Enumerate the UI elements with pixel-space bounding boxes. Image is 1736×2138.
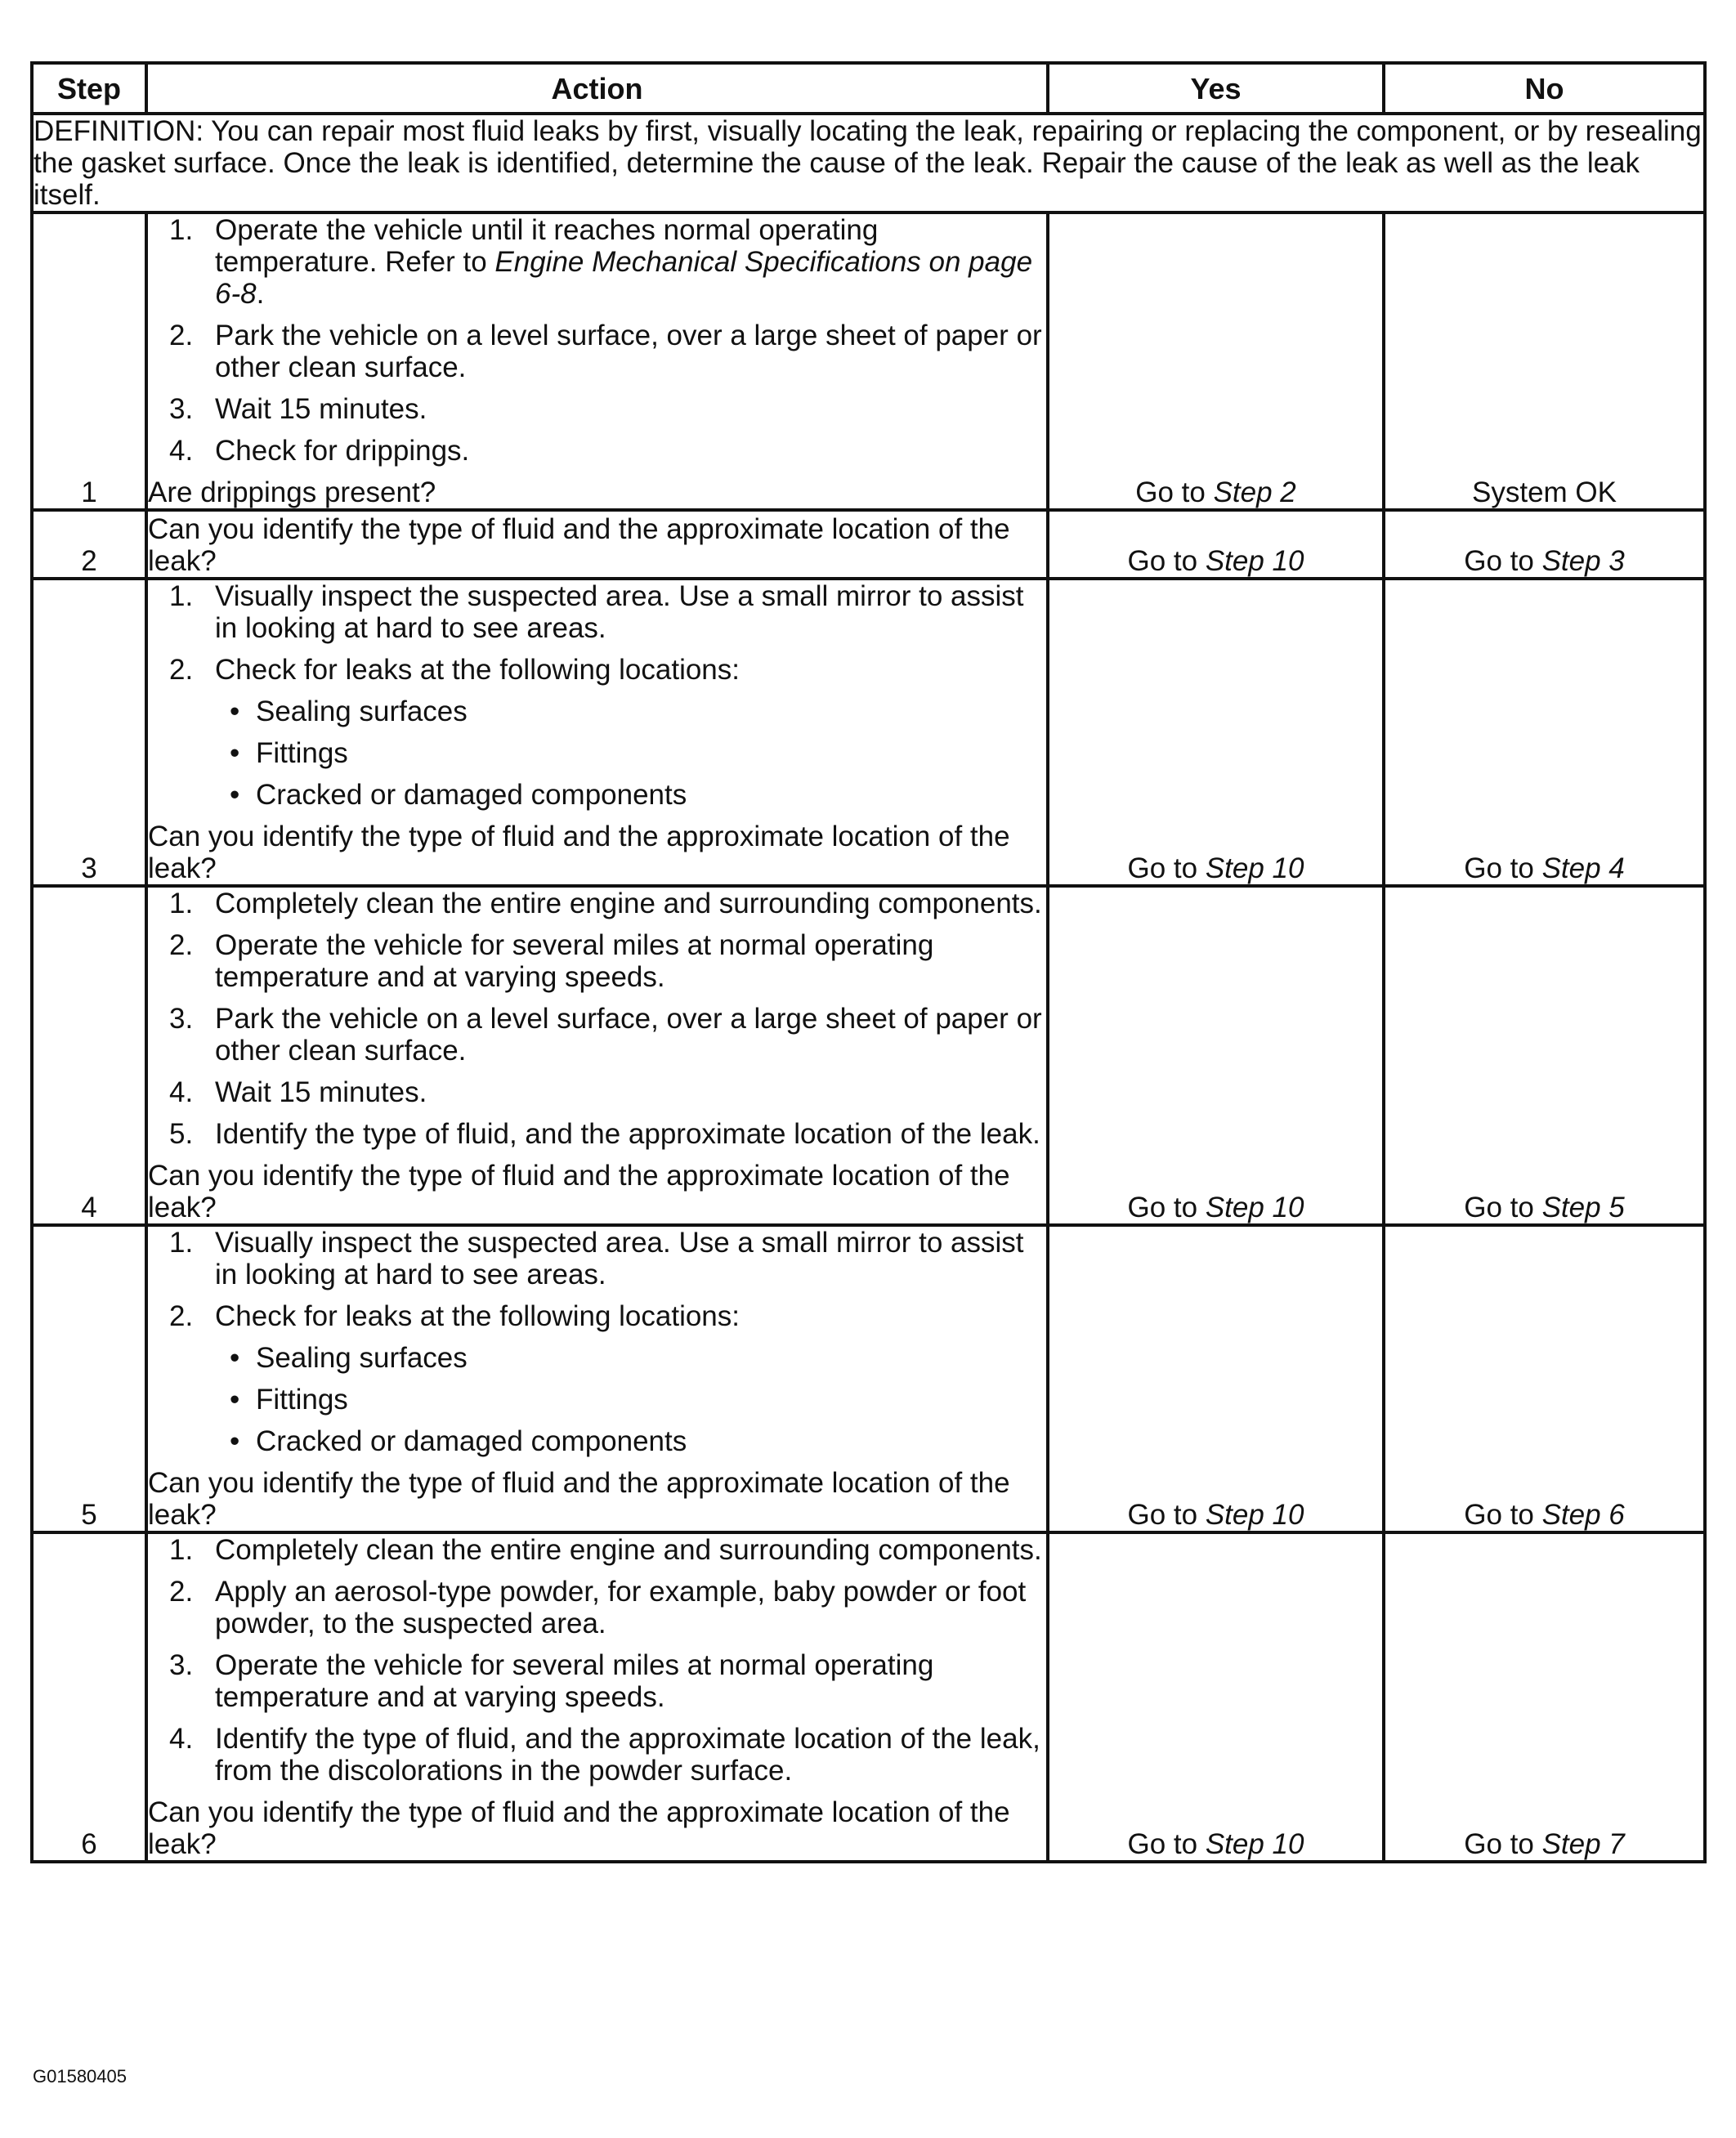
item-number: 2. [169, 320, 194, 351]
action-cell [146, 212, 1048, 510]
action-item [148, 1227, 1046, 1290]
item-number: 3. [169, 1649, 194, 1681]
item-text: Check for leaks at the following locations: [215, 1300, 740, 1332]
no-step-link: Step 3 [1541, 545, 1625, 577]
bullet-item [148, 1425, 1046, 1457]
action-item [148, 580, 1046, 644]
yes-result [1048, 1225, 1384, 1532]
bullet-icon: • [230, 1342, 240, 1374]
no-header: No [1384, 63, 1705, 114]
step-question: Can you identify the type of fluid and the approximate location of the leak? [148, 821, 1010, 884]
step-number: 1 [32, 212, 146, 510]
yes-result-text: Go to [1127, 1499, 1206, 1531]
bullet-item [148, 737, 1046, 769]
item-number: 2. [169, 929, 194, 961]
step-row [32, 886, 1705, 1225]
item-text-end: . [256, 278, 265, 310]
item-text: Visually inspect the suspected area. Use a small mirror to assist in looking at hard to see areas. [215, 580, 1024, 644]
action-cell [146, 579, 1048, 886]
item-number: 4. [169, 1723, 194, 1755]
bullet-icon: • [230, 1384, 240, 1416]
item-number: 2. [169, 1576, 194, 1608]
yes-result [1048, 510, 1384, 579]
bullet-text: Fittings [256, 1384, 348, 1416]
bullet-text: Cracked or damaged components [256, 779, 687, 811]
action-header: Action [146, 63, 1048, 114]
no-result-text: Go to [1464, 1192, 1542, 1223]
step-row [32, 1225, 1705, 1532]
action-cell [146, 1225, 1048, 1532]
no-result [1384, 886, 1705, 1225]
item-text: Operate the vehicle until it reaches normal operating temperature. Refer to [215, 214, 879, 278]
step-row [32, 212, 1705, 510]
bullet-item [148, 1342, 1046, 1374]
bullet-item [148, 1384, 1046, 1416]
bullet-icon: • [230, 779, 240, 811]
action-item [148, 320, 1046, 383]
no-result-text: Go to [1464, 545, 1542, 577]
item-reference: Engine Mechanical Specifications on page 6-8 [215, 246, 1033, 310]
action-cell [146, 886, 1048, 1225]
no-result-text: System OK [1472, 476, 1617, 508]
yes-result [1048, 886, 1384, 1225]
yes-result [1048, 212, 1384, 510]
bullet-icon: • [230, 1425, 240, 1457]
diagnostic-table [30, 61, 1707, 1863]
item-text: Completely clean the entire engine and surrounding components. [215, 1534, 1042, 1566]
item-text: Identify the type of fluid, and the approximate location of the leak. [215, 1118, 1040, 1150]
step-number: 6 [32, 1532, 146, 1862]
bullet-text: Sealing surfaces [256, 696, 468, 727]
item-number: 1. [169, 580, 194, 612]
yes-result-text: Go to [1127, 545, 1206, 577]
yes-header: Yes [1048, 63, 1384, 114]
yes-step-link: Step 2 [1213, 476, 1296, 508]
definition-text: DEFINITION: You can repair most fluid leaks by first, visually locating the leak, repairing or replacing the component, or by resealing the gasket surface. Once the leak is identified, determine the cause of the leak. Repair the cause of the leak as well as the leak itself. [32, 114, 1705, 212]
step-question: Can you identify the type of fluid and the approximate location of the leak? [148, 1467, 1010, 1531]
yes-result-text: Go to [1127, 1192, 1206, 1223]
step-row [32, 510, 1705, 579]
item-text: Park the vehicle on a level surface, over a large sheet of paper or other clean surface. [215, 1003, 1042, 1067]
step-header: Step [32, 63, 146, 114]
bullet-icon: • [230, 696, 240, 727]
action-item [148, 1118, 1046, 1150]
action-item [148, 1300, 1046, 1332]
item-number: 1. [169, 888, 194, 919]
step-question: Can you identify the type of fluid and the approximate location of the leak? [148, 1796, 1010, 1860]
item-number: 5. [169, 1118, 194, 1150]
definition-row [32, 114, 1705, 212]
item-text: Operate the vehicle for several miles at normal operating temperature and at varying speeds. [215, 1649, 934, 1713]
item-text: Wait 15 minutes. [215, 393, 427, 425]
bullet-text: Sealing surfaces [256, 1342, 468, 1374]
step-number: 4 [32, 886, 146, 1225]
item-text: Operate the vehicle for several miles at normal operating temperature and at varying speeds. [215, 929, 934, 993]
no-step-link: Step 6 [1541, 1499, 1625, 1531]
yes-result-text: Go to [1135, 476, 1214, 508]
item-text: Visually inspect the suspected area. Use a small mirror to assist in looking at hard to see areas. [215, 1227, 1024, 1290]
yes-result [1048, 1532, 1384, 1862]
no-step-link: Step 7 [1541, 1828, 1625, 1860]
item-text: Check for drippings. [215, 435, 470, 467]
step-row [32, 579, 1705, 886]
bullet-icon: • [230, 737, 240, 769]
item-text: Park the vehicle on a level surface, over a large sheet of paper or other clean surface. [215, 320, 1042, 383]
action-item [148, 888, 1046, 919]
no-result [1384, 510, 1705, 579]
yes-step-link: Step 10 [1205, 1499, 1304, 1531]
yes-step-link: Step 10 [1205, 1192, 1304, 1223]
item-number: 3. [169, 1003, 194, 1035]
yes-step-link: Step 10 [1205, 545, 1304, 577]
action-item [148, 654, 1046, 686]
yes-result-text: Go to [1127, 1828, 1206, 1860]
item-number: 4. [169, 435, 194, 467]
step-question: Can you identify the type of fluid and the approximate location of the leak? [148, 1160, 1010, 1223]
yes-step-link: Step 10 [1205, 852, 1304, 884]
no-result [1384, 1532, 1705, 1862]
item-text: Apply an aerosol-type powder, for example, baby powder or foot powder, to the suspected area. [215, 1576, 1027, 1639]
action-item [148, 1003, 1046, 1067]
step-question: Can you identify the type of fluid and the approximate location of the leak? [148, 513, 1010, 577]
action-item [148, 1723, 1046, 1787]
no-result-text: Go to [1464, 1499, 1542, 1531]
no-result-text: Go to [1464, 852, 1542, 884]
item-text: Wait 15 minutes. [215, 1076, 427, 1108]
yes-result-text: Go to [1127, 852, 1206, 884]
item-number: 4. [169, 1076, 194, 1108]
step-row [32, 1532, 1705, 1862]
action-item [148, 1534, 1046, 1566]
step-number: 3 [32, 579, 146, 886]
action-cell [146, 510, 1048, 579]
figure-id: G01580405 [33, 2066, 127, 2087]
no-result [1384, 579, 1705, 886]
item-text: Check for leaks at the following locations: [215, 654, 740, 686]
bullet-item [148, 696, 1046, 727]
no-result-text: Go to [1464, 1828, 1542, 1860]
action-item [148, 393, 1046, 425]
yes-result [1048, 579, 1384, 886]
action-cell [146, 1532, 1048, 1862]
no-result [1384, 212, 1705, 510]
item-number: 1. [169, 214, 194, 246]
step-number: 2 [32, 510, 146, 579]
no-step-link: Step 4 [1541, 852, 1625, 884]
no-result [1384, 1225, 1705, 1532]
yes-step-link: Step 10 [1205, 1828, 1304, 1860]
item-number: 3. [169, 393, 194, 425]
item-number: 2. [169, 1300, 194, 1332]
bullet-item [148, 779, 1046, 811]
action-item [148, 214, 1046, 310]
item-text: Identify the type of fluid, and the approximate location of the leak, from the discolorations in the powder surface. [215, 1723, 1040, 1787]
bullet-text: Fittings [256, 737, 348, 769]
step-question: Are drippings present? [148, 476, 436, 508]
step-number: 5 [32, 1225, 146, 1532]
header-row [32, 63, 1705, 114]
bullet-text: Cracked or damaged components [256, 1425, 687, 1457]
action-item [148, 1649, 1046, 1713]
action-item [148, 1076, 1046, 1108]
item-number: 1. [169, 1534, 194, 1566]
item-text: Completely clean the entire engine and surrounding components. [215, 888, 1042, 919]
no-step-link: Step 5 [1541, 1192, 1625, 1223]
action-item [148, 435, 1046, 467]
action-item [148, 929, 1046, 993]
action-item [148, 1576, 1046, 1639]
item-number: 1. [169, 1227, 194, 1259]
item-number: 2. [169, 654, 194, 686]
